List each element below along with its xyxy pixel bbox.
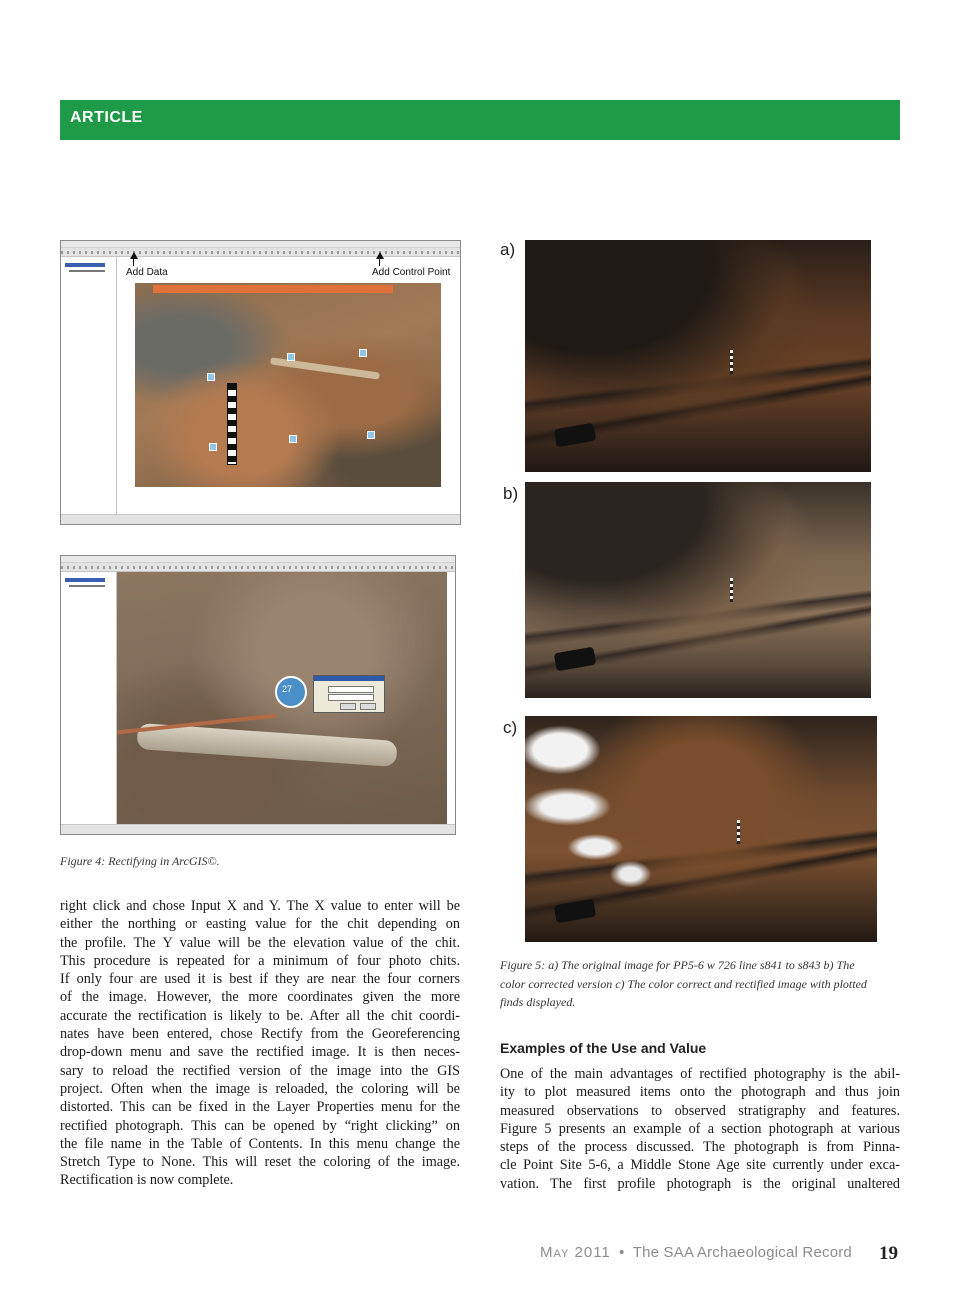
section-photo-original: [525, 240, 871, 472]
text-line: nates have been entered, chose Rectify from the Georeferencing: [60, 1026, 460, 1043]
toolbar: [61, 248, 460, 257]
photo-chit: [367, 431, 375, 439]
menu-bar: [61, 241, 460, 248]
text-line: rectified photograph. This can be opened by “right clicking” on: [60, 1117, 460, 1134]
figure-5-label-c: c): [503, 718, 518, 737]
text-line: sary to reload the rectified version of the image into the GIS: [60, 1062, 460, 1079]
black-bag: [554, 647, 597, 672]
photo-chit: [287, 353, 295, 361]
annotation-add-control-point: Add Control Point: [372, 267, 451, 278]
arcgis-screenshot-bottom: [60, 555, 456, 835]
figure-5-label-b: b): [503, 484, 519, 503]
text-line: Figure 5 presents an example of a section photograph at various: [500, 1120, 900, 1137]
text-line: vation. The first profile photograph is the original unaltered: [500, 1175, 900, 1192]
text-line: This procedure is repeated for a minimum of four photo chits.: [60, 952, 460, 969]
arrow-up-icon: [130, 252, 138, 259]
toolbar: [61, 563, 455, 572]
log: [136, 723, 397, 767]
arrow-stem: [379, 259, 380, 266]
text-line: the file name in the Table of Contents. In this menu change the: [60, 1135, 460, 1152]
toc-layer-name: [69, 270, 105, 272]
text-line: Stretch Type to None. This will reset the coloring of the image.: [60, 1154, 460, 1171]
status-bar: [61, 514, 460, 524]
toc-layer-name: [69, 585, 105, 587]
right-column-text: [500, 1065, 900, 1193]
text-line: ity to plot measured items onto the photograph and thus join: [500, 1084, 900, 1101]
arrow-stem: [133, 259, 134, 266]
arcgis-screenshot-top: [60, 240, 461, 525]
figure-5-caption: [500, 956, 900, 1012]
text-line: accurate the rectification is likely to be. After all the chit coordi-: [60, 1007, 460, 1024]
section-photo-rectified-with-finds: [525, 716, 877, 942]
section-header-bar: [60, 100, 900, 140]
scale-marker: [730, 350, 733, 374]
footer-issue: May 2011: [540, 1244, 611, 1261]
scale-marker: [737, 820, 740, 844]
text-line: project. Often when the image is reloaded, the coloring will be: [60, 1080, 460, 1097]
photo-chit: [359, 349, 367, 357]
dialog-title-bar: [314, 676, 384, 681]
figure-5-caption-line: finds displayed.: [500, 995, 576, 1009]
toc-layer: [65, 263, 105, 267]
figure-5-caption-line: color corrected version c) The color correct and rectified image with plotted: [500, 976, 867, 991]
text-line: measured observations to observed stratigraphy and features.: [500, 1102, 900, 1119]
photo-chit: [207, 373, 215, 381]
ground-surface-photo: [117, 572, 447, 824]
text-line: either the northing or easting value for the chit depending on: [60, 916, 460, 933]
page-number: 19: [879, 1243, 898, 1264]
text-line: drop-down menu and save the rectified image. It is then neces-: [60, 1044, 460, 1061]
table-of-contents: [61, 257, 117, 514]
text-line: One of the main advantages of rectified photography is the abil-: [500, 1066, 900, 1082]
toc-layer: [65, 578, 105, 582]
dialog-input-y: [328, 694, 374, 701]
footer-publication: The SAA Archaeological Record: [632, 1244, 852, 1261]
table-of-contents: [61, 572, 117, 824]
scale-marker: [730, 578, 733, 602]
dialog-cancel-button: [360, 703, 376, 710]
chit-number: 27: [282, 684, 293, 694]
orange-tape: [153, 285, 393, 293]
black-bag: [554, 423, 597, 448]
dialog-ok-button: [340, 703, 356, 710]
text-line: the profile. The Y value will be the elevation value of the chit.: [60, 934, 460, 951]
figure-5-label-a: a): [500, 240, 516, 259]
input-coordinates-dialog: [313, 675, 385, 713]
menu-bar: [61, 556, 455, 563]
text-line: right click and chose Input X and Y. The X value to enter will be: [60, 898, 460, 914]
scale-bar: [227, 383, 237, 465]
annotation-add-data: Add Data: [126, 267, 168, 278]
section-label: ARTICLE: [70, 109, 143, 126]
dialog-input-x: [328, 686, 374, 693]
excavation-photo: [135, 283, 441, 487]
text-line: steps of the process discussed. The photograph is from Pinna-: [500, 1139, 900, 1156]
status-bar: [61, 824, 455, 834]
black-bag: [554, 899, 597, 924]
text-line: Rectification is now complete.: [60, 1172, 234, 1189]
text-line: distorted. This can be fixed in the Layer Properties menu for the: [60, 1099, 460, 1116]
chit-target-27: [275, 676, 307, 708]
section-subheading: Examples of the Use and Value: [500, 1040, 707, 1056]
section-photo-color-corrected: [525, 482, 871, 698]
footer-bullet: •: [619, 1244, 625, 1261]
figure-4-caption: Figure 4: Rectifying in ArcGIS©.: [60, 854, 220, 868]
text-line: If only four are used it is best if they are near the four corners: [60, 971, 460, 988]
figure-5-caption-line: Figure 5: a) The original image for PP5-6 w 726 line s841 to s843 b) The: [500, 958, 855, 972]
text-line: of the image. However, the more coordinates given the more: [60, 989, 460, 1006]
left-column-text: [60, 897, 460, 1190]
photo-chit: [289, 435, 297, 443]
text-line: cle Point Site 5-6, a Middle Stone Age site currently under exca-: [500, 1157, 900, 1174]
photo-chit: [209, 443, 217, 451]
page-footer: [540, 1244, 852, 1261]
arrow-up-icon: [376, 252, 384, 259]
